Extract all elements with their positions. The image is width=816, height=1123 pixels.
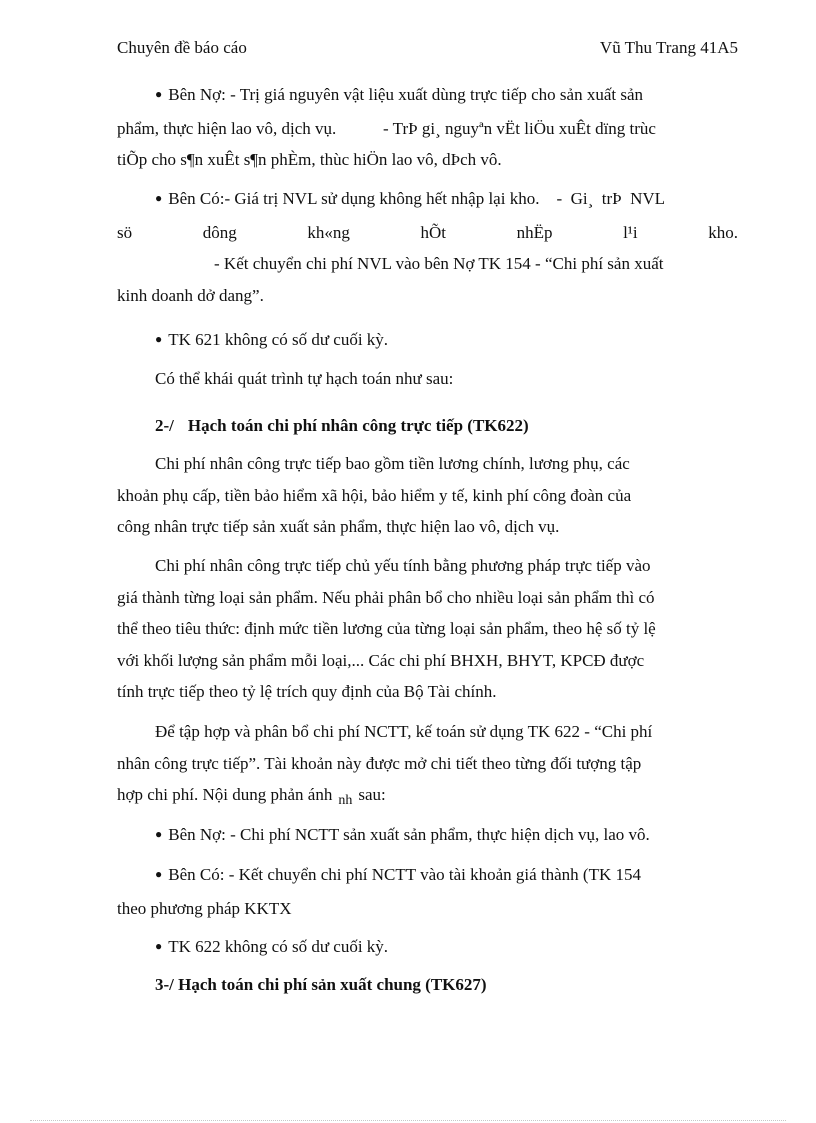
text-line: hợp chi phí. Nội dung phản ánh $_{nh}$ sau: xyxy=(117,785,386,808)
word: l¹i xyxy=(623,222,638,242)
bullet-icon: ● xyxy=(155,827,163,841)
credit-side-paragraph xyxy=(117,183,738,311)
text-line: tiÕp cho s¶n xuÊt s¶n phÈm, thùc hiÖn lao vô, dÞch vô. xyxy=(117,150,502,169)
section-number: 3-/ xyxy=(155,975,174,994)
page-bottom-divider xyxy=(30,1120,786,1121)
section-heading xyxy=(117,969,738,1001)
text-line: với khối lượng sản phẩm mỗi loại,... Các chi phí BHXH, BHYT, KPCĐ được xyxy=(117,650,645,670)
bullet-icon: ● xyxy=(155,332,163,346)
word: dông xyxy=(202,222,237,242)
text-line: Để tập hợp và phân bổ chi phí NCTT, kế toán sử dụng TK 622 - “Chi phí xyxy=(155,722,653,741)
bullet-icon: ● xyxy=(155,191,163,205)
balance-note: ● TK 621 không có số dư cuối kỳ. xyxy=(155,330,389,349)
text-line: Chi phí nhân công trực tiếp bao gồm tiền lương chính, lương phụ, các xyxy=(155,454,630,473)
bullet-icon: ● xyxy=(155,87,163,101)
text-line: nhân công trực tiếp”. Tài khoản này được mở chi tiết theo từng đối tượng tập xyxy=(117,753,642,773)
paragraph xyxy=(117,716,738,813)
summary-line: Có thể khái quát trình tự hạch toán như sau: xyxy=(155,369,454,388)
debit-side-paragraph xyxy=(117,79,738,176)
balance-note: ● TK 622 không có số dư cuối kỳ. xyxy=(155,937,389,956)
bullet-icon: ● xyxy=(155,939,163,953)
word: sö xyxy=(117,222,133,242)
text-line-spread xyxy=(117,217,738,249)
section-title: Hạch toán chi phí sản xuất chung (TK627) xyxy=(178,975,487,994)
text-line: ● Bên Có:- Giá trị NVL sử dụng không hết nhập lại kho. - Gi¸ trÞ NVL xyxy=(155,189,666,208)
text-line: kinh doanh dở dang”. xyxy=(117,285,264,305)
text-line: Chi phí nhân công trực tiếp chủ yếu tính bằng phương pháp trực tiếp vào xyxy=(155,556,651,575)
text-line: theo phương pháp KKTX xyxy=(117,898,292,918)
text-line: - Kết chuyển chi phí NVL vào bên Nợ TK 154 - “Chi phí sản xuất xyxy=(214,254,664,273)
word: kho. xyxy=(708,222,738,242)
debit-side-paragraph: ● Bên Nợ: - Chi phí NCTT sản xuất sản phẩm, thực hiện dịch vụ, lao vô. xyxy=(155,825,650,844)
word: nhËp xyxy=(516,222,553,242)
section-number: 2-/ xyxy=(155,416,174,435)
header-right: Vũ Thu Trang 41A5 xyxy=(599,38,738,57)
section-heading xyxy=(117,410,738,442)
header-left: Chuyên đề báo cáo xyxy=(117,38,247,57)
text-line: khoản phụ cấp, tiền bảo hiểm xã hội, bảo hiểm y tế, kinh phí công đoàn của xyxy=(117,485,632,505)
word: hÕt xyxy=(420,222,446,242)
text-line: thể theo tiêu thức: định mức tiền lương của từng loại sản phẩm, theo hệ số tỷ lệ xyxy=(117,619,656,638)
text-line: giá thành từng loại sản phẩm. Nếu phải phân bổ cho nhiều loại sản phẩm thì có xyxy=(117,587,655,607)
text-line: ● Bên Nợ: - Trị giá nguyên vật liệu xuất dùng trực tiếp cho sản xuất sản xyxy=(155,85,644,104)
bullet-icon: ● xyxy=(155,867,163,881)
text-line: tính trực tiếp theo tỷ lệ trích quy định của Bộ Tài chính. xyxy=(117,682,497,701)
word: kh«ng xyxy=(307,222,350,242)
text-line: công nhân trực tiếp sản xuất sản phẩm, thực hiện lao vô, dịch vụ. xyxy=(117,517,560,536)
paragraph xyxy=(117,448,738,543)
credit-side-paragraph: ● Bên Có: - Kết chuyển chi phí NCTT vào tài khoản giá thành (TK 154 theo phương pháp KKTX xyxy=(117,859,738,924)
section-title: Hạch toán chi phí nhân công trực tiếp (TK622) xyxy=(187,416,529,435)
text-line: phẩm, thực hiện lao vô, dịch vụ. - TrÞ gi¸ nguyªn vËt liÖu xuÊt dïng trùc xyxy=(117,118,656,138)
paragraph xyxy=(117,550,738,708)
